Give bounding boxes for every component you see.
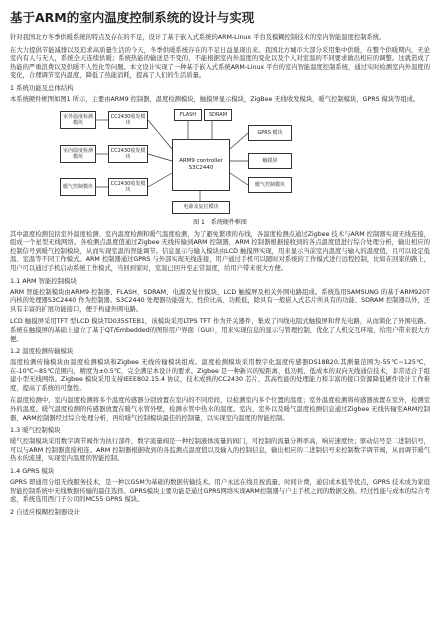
hardware-block-diagram	[60, 109, 310, 217]
section-1-1-paragraph: ARM 智能控制模块由ARM9 控制器、FLASH、SDRAM、电源及复位模块、LCD 触摸屏及相关外围电路组成。系统选用SAMSUNG 的基于ARM920T 内核的处理器S3C2440 作为控制器。S3C2440 处理器功能强大、性价比高、功耗低，除具有一般嵌入式芯片所具有的功能、SDRAM 控制器以外，还具有丰富的扩展功能接口，便于构建外围电路。	[10, 288, 430, 313]
page-title: 基于ARM的室内温度控制系统的设计与实现	[10, 10, 255, 25]
section-heading-2: 2 自适应模糊控制器设计	[10, 507, 81, 516]
section-heading-1: 1 系统功能及总体结构	[10, 83, 74, 92]
section-1-3-paragraph: 暖气控制模块采用数字调节阀作为执行部件，数字流量阀是一种控制液体流量的阀门，可控制的流量分辨率高，响应速度快；驱动信号是二进制信号，可以与ARM 控制器直接相连。ARM 控制器根据收到的各监测点温度值以及输入的控制信息，输出相应的二进制信号来控制数字调节阀，从而调节暖气热水的流速，实现室内温度的智能控制。	[10, 438, 430, 463]
section-heading-1-4: 1.4 GPRS 模块	[10, 467, 55, 476]
heating-control-box: 暖气控制模块	[248, 177, 292, 193]
heating-temp-module: 暖气控制模块	[60, 178, 96, 196]
section-1-2-paragraph-2: 在温度检测中，室内温度检测将多个温度传感器分别放置在室内的不同房间，以检测室内多个位置的温度；室外温度检测将传感器放置在室外，检测室外的温度。暖气温度检测的传感器放置在暖气水管外壁，检测水管中热水的温度。室内、室外以及暖气温度检测信息通过Zigbee 无线传输至ARM控制器，ARM控制器经过综合处理分析，再给暖气控制模块最佳的控制量，以实现室内温度的智能控制。	[10, 397, 430, 422]
section-1-4-paragraph: GPRS 即通用分组无线服务技术，是一种以GSM为基础的数据传输技术。用户永远在线且按流量、时间计费，通信成本低等优点，GPRS 技术成为家庭智能控制系统中无线数据传输的最佳选择。GPRS模块主要功能是通过GPRS网络实现ARM控制器与户主手机之间的数据交换。经过性能与成本的综合考虑，系统选用西门子公司的MC55 GPRS 模块。	[10, 479, 430, 504]
paragraph-after-figure: 其中温度检测包括室外温度检测、室内温度检测和暖气温度检测，为了避免繁琐的布线，各温度检测点通过Zigbee 技术与ARM 控制器实现无线连接，组成一个星型无线网络。各检测点温度值通过Zigbee 无线传输到ARM 控制器，ARM 控制器根据接收到的各点温度值进行综合处理分析，输出相应的控制信号到暖气控制模块，从而实现室温的智能调节。信息显示与输入模块由LCD 触摸屏实现，用来显示当前室内温度与输入的温度值，且可以设定低温、室温等不同工作模式。ARM 控制器通过GPRS 与外部实现无线连接，用户通过手机可以随时对系统的工作模式进行远程控制，比如在回家的路上，用户可以通过手机启动系统工作模式，当回到家时，室温已回升至正常温度，给用户带来很大方便。	[10, 230, 430, 272]
section-heading-1-2: 1.2 温度检测传输模块	[10, 347, 74, 356]
touchscreen-box: 触摸屏	[248, 153, 292, 169]
section-heading-1-1: 1.1 ARM 智能控制模块	[10, 276, 77, 285]
arm9-controller-box: ARM9 controller S3C2440	[172, 139, 230, 191]
section-1-1-paragraph-2: LCD 触摸屏采用TFT 型LCD 模块TD035STEB1，该模块采用LTPS TFT 作为开关器件，集成了四线电阻式触摸屏和背光电路，从而简化了外围电路。系统在触摸屏的基础上建立了基于QT/Embedded的图形用户界面（GUI），用来实现信息的显示与管理控制，优化了人机交互环境，给用户带来很大方便。	[10, 318, 430, 343]
cc2430-module-2: CC2430收发模块	[108, 145, 148, 163]
abstract: 针对我国北方冬季供暖系统的特点及存在的不足，设计了基于嵌入式系统的ARM-Linux 平台及模糊控制技术的室内智能温度控制系统。	[10, 34, 386, 41]
figure-caption: 图 1 系统硬件框图	[193, 218, 247, 226]
power-reset-box: 电源及复位模块	[172, 201, 230, 214]
section-1-2-paragraph: 温度检测传输模块由温度检测模块和Zigbee 无线传输模块组成。温度检测模块采用数字化温度传感器DS18B20,其测量范围为-55℃~125℃，在-10℃~85℃范围内，精度为±0.5℃，完全满足本设计的要求。Zigbee 是一种新兴的短距离、低功耗、低成本的双向无线通信技术，非常适合于组建小型无线网络。Zigbee 模块采用支持IEEE802.15.4 协议，技术成熟的CC2430 芯片，其高性能的处理能力和丰富的接口资源降低硬件设计工作难度，提高了系统的可靠性。	[10, 359, 430, 392]
intro-paragraph: 在大力提倡节能减排以及追求高质量生活的今天，冬季供暖系统存在的不足日益显现出来。我国北方城市大部分采用集中供暖，在整个供暖期内，无论室内有人与无人，系统全天连续供暖；系统热能的输送是不变的，不能根据室内外温度的变化以及个人对室温的不同要求做出相应的调整。这就造成了热能的严重浪费以及供暖不人性化等问题。本文设计实现了一种基于嵌入式系统ARM-Linux 平台的室内智能温度控制系统，通过实时检测室内外温度的变化，合理调节室内温度，降低了热能消耗，提高了人们的生活质量。	[10, 46, 430, 80]
section-1-paragraph: 本系统硬件框图如图1 所示，主要由ARM9 控制器，温度检测模块，触摸屏显示模块，ZigBee 无线收发模块，暖气控制模块，GPRS 模块等组成。	[10, 95, 420, 103]
flash-box: FLASH	[174, 109, 202, 121]
gprs-box: GPRS 模块	[248, 125, 292, 141]
outdoor-temp-module: 室外温度检测模块	[60, 111, 96, 129]
sdram-box: SDRAM	[204, 109, 232, 121]
cc2430-module-3: CC2430收发模块	[108, 178, 148, 196]
cc2430-module-1: CC2430收发模块	[108, 111, 148, 129]
indoor-temp-module: 室内温度检测模块	[60, 145, 96, 163]
section-heading-1-3: 1.3 暖气控制模块	[10, 426, 61, 435]
